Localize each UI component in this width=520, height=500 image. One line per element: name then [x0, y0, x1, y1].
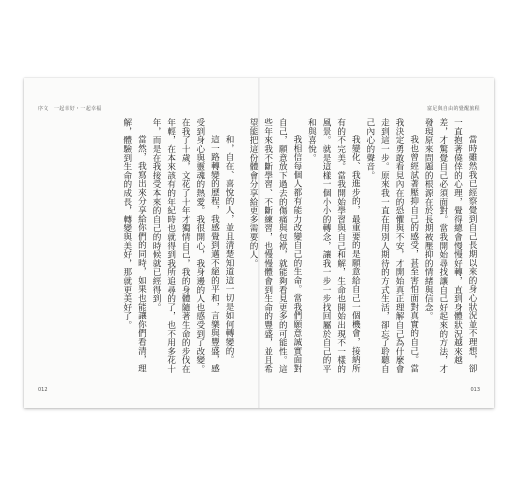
right-paragraph: 當時雖然我已經察覺到自己長期以來的身心狀況並不理想，卻一直抱著僥倖的心理，覺得總會慢慢好轉，直到身體狀況越來越差，才驚覺自己必須面對。當我開始尋找讓自己好起來的方法，才發現原來問題的根源在於長期被壓抑的情緒與信念。 [423, 118, 477, 374]
left-page-number: 012 [38, 387, 48, 393]
left-running-header: 序文 一起幸好・一起幸福 [38, 106, 102, 112]
left-paragraph: 和，自在、喜悅的人，並且清楚知道這一切是如何轉變的。 [224, 135, 234, 364]
right-running-header: 富足與自由的覺醒旅程 [426, 106, 480, 112]
right-paragraph: 我相信每個人都有能力改變自己的生命。當我們願意誠實面對自己，願意放下過去的傷痛與包袱，就能夠看見更多的可能性。這些年來我不斷學習、不斷練習，也慢慢體會到生命的豐盛，並且希望能把這份體會分享給更多需要的人。 [248, 118, 302, 374]
book-spread [24, 78, 494, 408]
right-body-text [248, 118, 479, 376]
left-paragraph: 當然，我寫出來分享給你們的同時，如果也能讓你們看清，理解，體驗到生命的成長，轉變與美好，那就更美好了。 [121, 118, 147, 373]
left-paragraph: 這一路轉變的歷程，我感覺到邁不絕的平和，言樂與豐盛，感受到身心與靈魂的熱愛。我很開心，我身邊的人也感受到了改變。在我了十歲，文花了十年才獨情自己，我的身體隨著生命的步伐在年輕，在本來該有的年紀時也就得到我所追尋的了，也不用多花十年，而是在我接受本來的自己的時候就已經得到。 [151, 118, 220, 374]
right-paragraph: 我也曾經試著壓抑自己的感受，甚至害怕面對真實的自己。當我決定勇敢看見內在的恐懼與不安，才開始真正理解自己為什麼會走到這一步。原來我一直在用別人期待的方式生活，卻忘了聆聽自己內心的聲音。 [364, 118, 419, 374]
left-body-text [46, 118, 236, 376]
right-paragraph: 我變化、我進步的，最重要的是願意給自己一個機會，接納所有的不完美。當我開始學習與自己和解，生命也開始出現不一樣的風景。就是這樣一個小小的轉念，讓我一步一步找回屬於自己的平和與喜悅。 [306, 118, 361, 374]
left-page [24, 78, 259, 408]
right-page-number: 013 [470, 387, 480, 393]
right-page [248, 78, 494, 408]
